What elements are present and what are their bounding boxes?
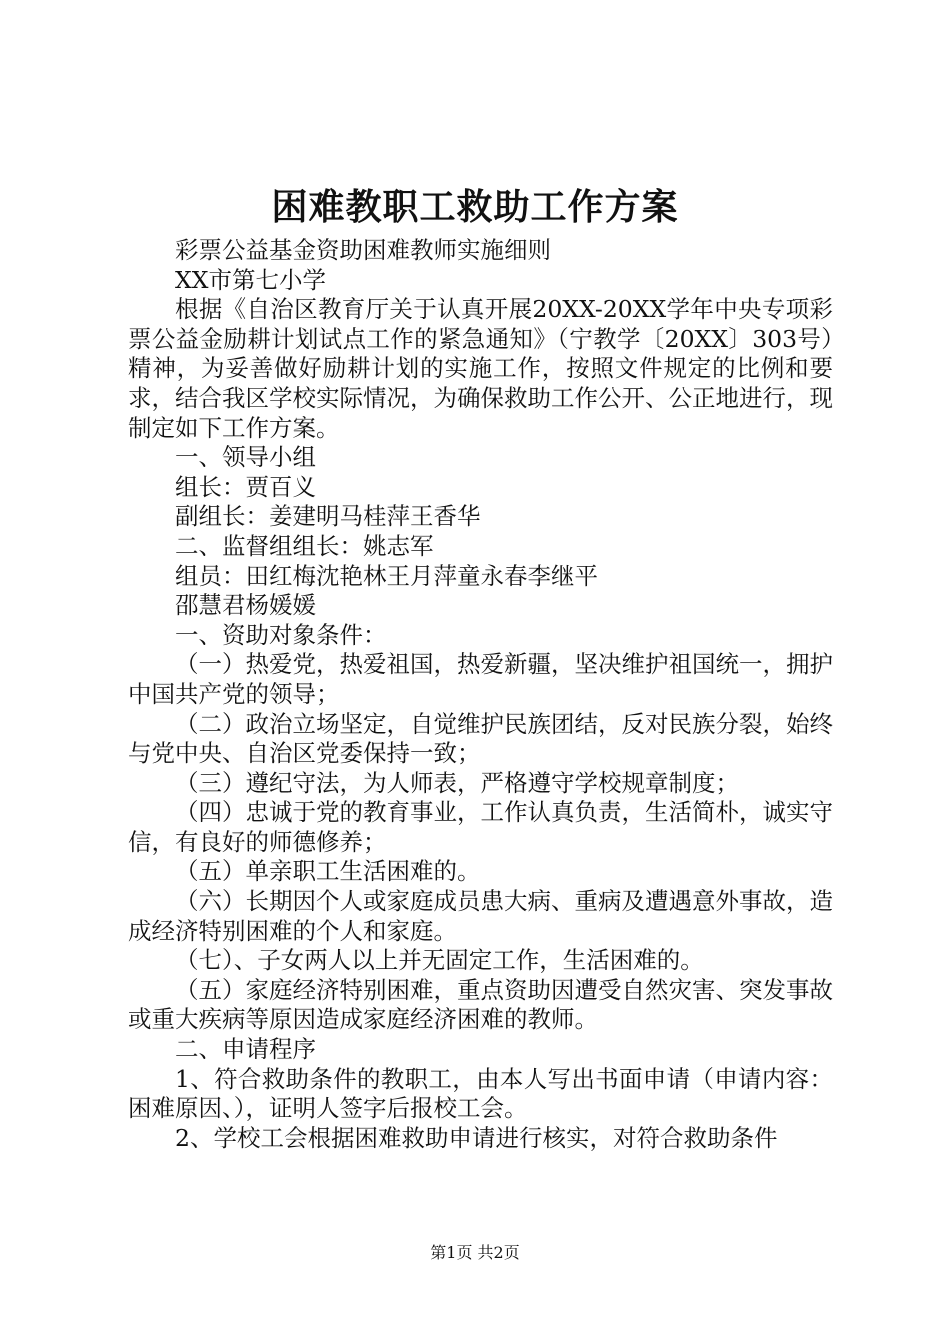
list-item: 1、符合救助条件的教职工，由本人写出书面申请（申请内容：困难原因、），证明人签字后报校工会。 [128,1064,833,1123]
paragraph: 组员：田红梅沈艳林王月萍童永春李继平 [175,561,598,590]
paragraph: XX市第七小学 [175,265,326,294]
list-item: （五）家庭经济特别困难，重点资助因遭受自然灾害、突发事故或重大疾病等原因造成家庭经济困难的教师。 [128,975,833,1034]
paragraph: 根据《自治区教育厅关于认真开展20XX-20XX学年中央专项彩票公益金励耕计划试点工作的紧急通知》（宁教学〔20XX〕303号）精神，为妥善做好励耕计划的实施工作，按照文件规定的比例和要求，结合我区学校实际情况，为确保救助工作公开、公正地进行，现制定如下工作方案。 [128,295,833,442]
document-title: 困难教职工救助工作方案 [271,186,679,228]
list-item: （五）单亲职工生活困难的。 [175,857,481,886]
list-item: （四）忠诚于党的教育事业，工作认真负责，生活简朴，诚实守信，有良好的师德修养； [128,798,833,856]
list-item: （二）政治立场坚定，自觉维护民族团结，反对民族分裂，始终与党中央、自治区党委保持一致； [128,709,833,768]
list-item: （七）、子女两人以上并无固定工作，生活困难的。 [175,946,704,975]
section-heading: 二、监督组组长：姚志军 [175,531,434,560]
document-body [128,236,833,1153]
paragraph: 组长：贾百义 [175,472,316,501]
section-heading: 一、领导小组 [175,443,316,472]
list-item: （一）热爱党，热爱祖国，热爱新疆，坚决维护祖国统一，拥护中国共产党的领导； [128,650,833,708]
section-heading: 二、申请程序 [175,1035,316,1064]
paragraph: 副组长：姜建明马桂萍王香华 [175,502,481,531]
list-item: 2、学校工会根据困难救助申请进行核实，对符合救助条件 [175,1123,778,1152]
section-heading: 一、资助对象条件： [175,620,387,649]
list-item: （六）长期因个人或家庭成员患大病、重病及遭遇意外事故，造成经济特别困难的个人和家庭。 [128,887,833,945]
list-item: （三）遵纪守法，为人师表，严格遵守学校规章制度； [175,768,739,797]
paragraph: 彩票公益基金资助困难教师实施细则 [175,236,551,264]
page-footer: 第1页 共2页 [430,1243,520,1262]
paragraph: 邵慧君杨媛媛 [175,591,316,620]
